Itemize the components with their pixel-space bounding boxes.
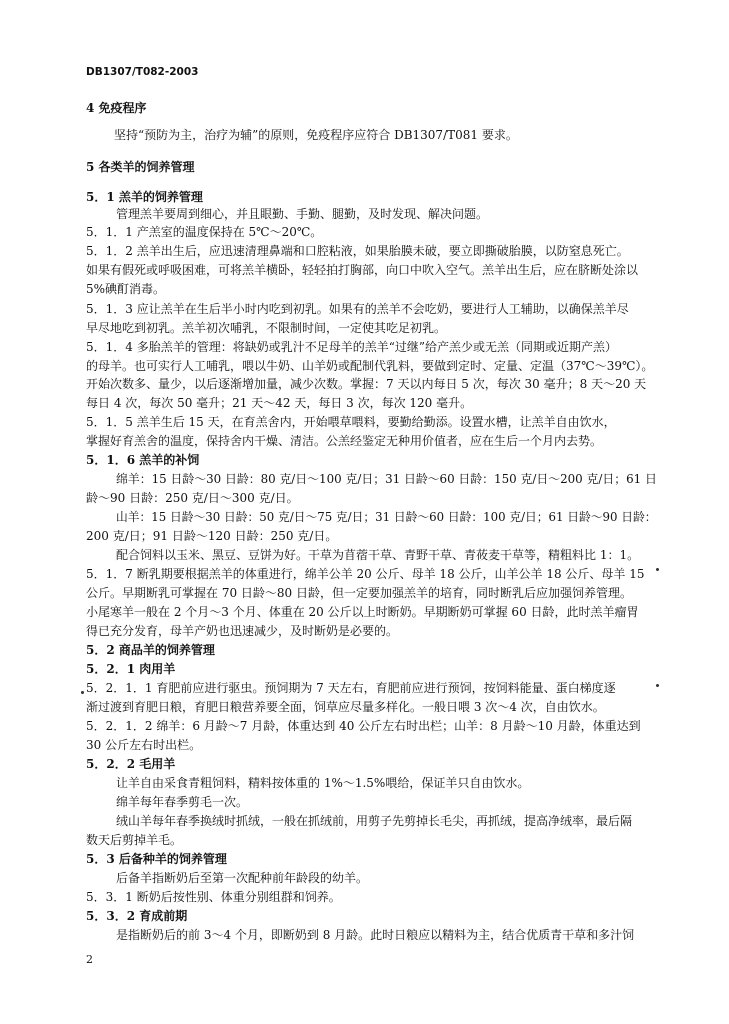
clause-5-2-1-1: 5．2．1．1 育肥前应进行驱虫。预饲期为 7 天左右，育肥前应进行预饲，按饲料能量、蛋白梯度逐 — [86, 681, 616, 695]
paragraph-line: 绵羊每年春季剪毛一次。 — [116, 795, 249, 809]
clause-5-1-2: 5．1．2 羔羊出生后，应迅速清理鼻端和口腔粘液，如果胎膜未破，要立即撕破胎膜，以防窒息死亡。 — [86, 244, 629, 258]
clause-5-3-1: 5．3．1 断奶后按性别、体重分别组群和饲养。 — [86, 890, 341, 904]
paragraph-line: 管理羔羊要周到细心，并且眼勤、手勤、腿勤，及时发现、解决问题。 — [116, 207, 489, 221]
scan-speck — [656, 568, 659, 571]
paragraph-line: 每日 4 次，每次 50 毫升；21 天～42 天，每日 3 次，每次 120 毫升。 — [86, 396, 473, 410]
paragraph-line: 30 公斤左右时出栏。 — [86, 738, 202, 752]
paragraph-line: 早尽地吃到初乳。羔羊初次哺乳，不限制时间，一定使其吃足初乳。 — [86, 321, 447, 335]
subsection-heading-5-1: 5．1 羔羊的饲养管理 — [86, 190, 203, 204]
clause-5-1-3: 5．1．3 应让羔羊在生后半小时内吃到初乳。如果有的羔羊不会吃奶，要进行人工辅助，以确保羔羊尽 — [86, 302, 629, 316]
paragraph-line: 让羊自由采食青粗饲料，精料按体重的 1%～1.5%喂给，保证羊只自由饮水。 — [116, 776, 530, 790]
paragraph-line: 开始次数多、量少，以后逐渐增加量，减少次数。掌握：7 天以内每日 5 次，每次 30 毫升；8 天～20 天 — [86, 377, 647, 391]
paragraph-line: 5%碘酊消毒。 — [86, 282, 166, 296]
page-number: 2 — [86, 953, 93, 966]
clause-5-2-2-heading: 5．2．2 毛用羊 — [86, 757, 176, 771]
clause-5-1-7: 5．1．7 断乳期要根据羔羊的体重进行，绵羊公羊 20 公斤、母羊 18 公斤，山羊公羊 18 公斤、母羊 15 — [86, 567, 645, 581]
paragraph-line: 渐过渡到育肥日粮，育肥日粮营养要全面，饲草应尽量多样化。一般日喂 3 次～4 次，自由饮水。 — [86, 700, 605, 714]
paragraph-line: 200 克/日；91 日龄～120 日龄：250 克/日。 — [86, 529, 338, 543]
clause-5-2-1-heading: 5．2．1 肉用羊 — [86, 662, 176, 676]
clause-5-1-4: 5．1．4 多胎羔羊的管理：将缺奶或乳汁不足母羊的羔羊“过继”给产羔少或无羔（同期或近期产羔） — [86, 340, 617, 354]
standard-code-header: DB1307/T082-2003 — [86, 66, 199, 78]
paragraph-line: 掌握好育羔舍的温度，保持舍内干燥、清洁。公羔经鉴定无种用价值者，应在生后一个月内去势。 — [86, 434, 603, 448]
paragraph-line: 公斤。早期断乳可掌握在 70 日龄～80 日龄，但一定要加强羔羊的培育，同时断乳后应加强饲养管理。 — [86, 586, 632, 600]
clause-5-2-1-2: 5．2．1．2 绵羊：6 月龄～7 月龄，体重达到 40 公斤左右时出栏；山羊：8 月龄～10 月龄，体重达到 — [86, 719, 641, 733]
paragraph-line: 的母羊。也可实行人工哺乳，喂以牛奶、山羊奶或配制代乳料，要做到定时、定量、定温（37℃～39℃）。 — [86, 359, 654, 373]
section-heading-4: 4 免疫程序 — [86, 101, 147, 115]
paragraph-line: 龄～90 日龄：250 克/日～300 克/日。 — [86, 491, 299, 505]
paragraph-line: 坚持“预防为主，治疗为辅”的原则，免疫程序应符合 DB1307/T081 要求。 — [114, 128, 518, 142]
subsection-heading-5-2: 5．2 商品羊的饲养管理 — [86, 643, 215, 657]
section-heading-5: 5 各类羊的饲养管理 — [86, 160, 195, 174]
paragraph-line: 后备羊指断奶后至第一次配种前年龄段的幼羊。 — [116, 871, 369, 885]
paragraph-line: 山羊：15 日龄～30 日龄：50 克/日～75 克/日；31 日龄～60 日龄：100 克/日；61 日龄～90 日龄： — [116, 510, 657, 524]
paragraph-line: 绒山羊每年春季换绒时抓绒，一般在抓绒前，用剪子先剪掉长毛尖，再抓绒，提高净绒率，最后隔 — [116, 814, 633, 828]
clause-5-3-2-heading: 5．3．2 育成前期 — [86, 909, 188, 923]
scan-speck — [81, 691, 84, 694]
clause-5-1-5: 5．1．5 羔羊生后 15 天，在育羔舍内，开始喂草喂料，要勤给勤添。设置水槽，让羔羊自由饮水， — [86, 415, 616, 429]
clause-5-1-1: 5．1．1 产羔室的温度保持在 5℃～20℃。 — [86, 225, 323, 239]
paragraph-line: 数天后剪掉羊毛。 — [86, 833, 183, 847]
paragraph-line: 配合饲料以玉米、黑豆、豆饼为好。干草为苜蓿干草、青野干草、青莜麦干草等，精粗料比 1：1。 — [116, 548, 640, 562]
paragraph-line: 是指断奶后的前 3～4 个月，即断奶到 8 月龄。此时日粮应以精料为主，结合优质青干草和多汁饲 — [116, 928, 635, 942]
scan-speck — [656, 684, 659, 687]
paragraph-line: 小尾寒羊一般在 2 个月～3 个月、体重在 20 公斤以上时断奶。早期断奶可掌握 60 日龄，此时羔羊瘤胃 — [86, 605, 639, 619]
subsection-heading-5-3: 5．3 后备种羊的饲养管理 — [86, 852, 227, 866]
paragraph-line: 得已充分发育，母羊产奶也迅速减少，及时断奶是必要的。 — [86, 624, 399, 638]
paragraph-line: 如果有假死或呼吸困难，可将羔羊横卧，轻轻拍打胸部，向口中吹入空气。羔羊出生后，应在脐断处涂以 — [86, 263, 639, 277]
paragraph-line: 绵羊：15 日龄～30 日龄：80 克/日～100 克/日；31 日龄～60 日龄：150 克/日～200 克/日；61 日 — [116, 472, 657, 486]
clause-5-1-6-heading: 5．1．6 羔羊的补饲 — [86, 453, 200, 467]
